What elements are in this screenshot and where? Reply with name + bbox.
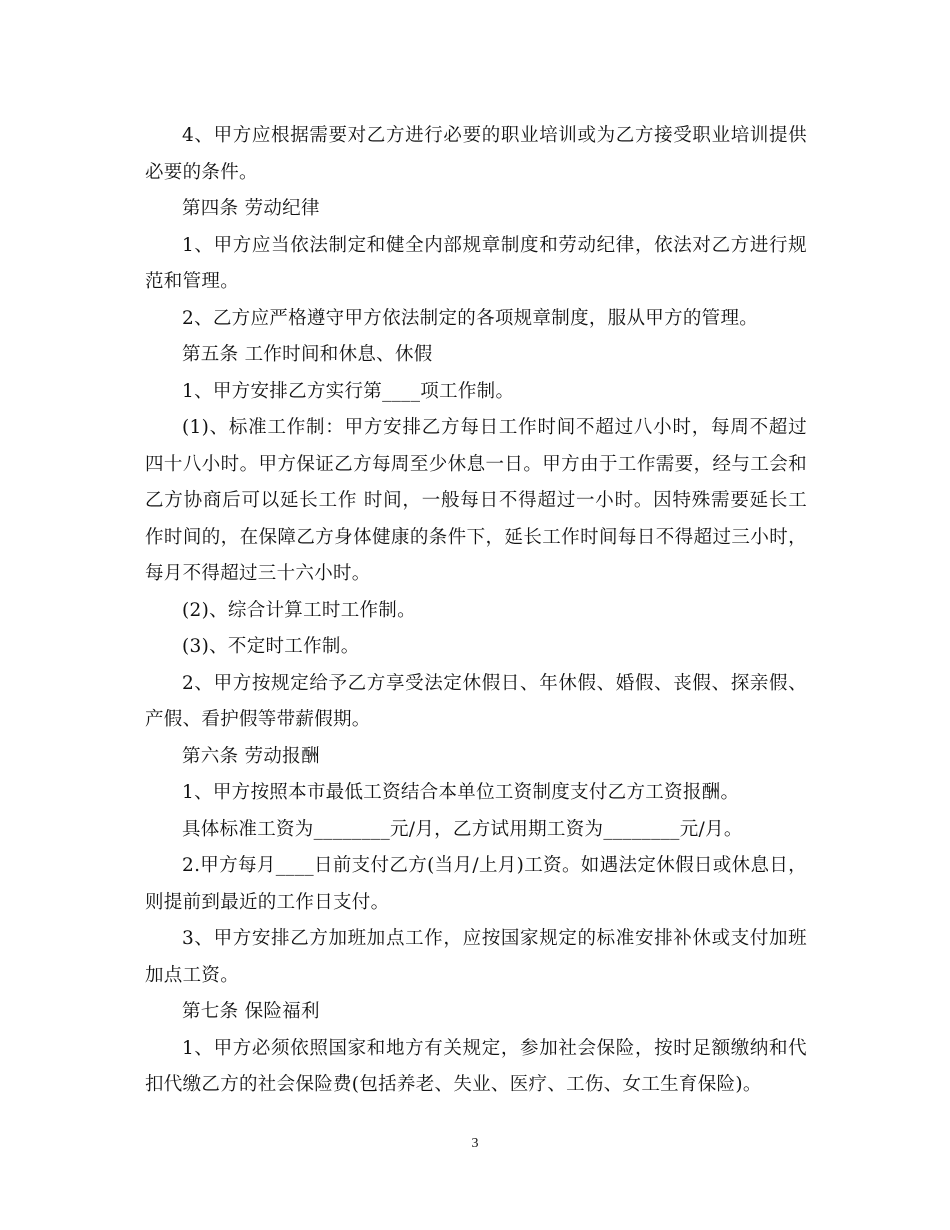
heading-article-5: 第五条 工作时间和休息、休假 [182,344,433,365]
heading-article-6: 第六条 劳动报酬 [182,745,320,767]
paragraph-pay-date: 2.甲方每月____日前支付乙方(当月/上月)工资。如遇法定休假日或休息日，则提前到最近的工作日支付。 [145,855,807,913]
paragraph-standard-wage: 具体标准工资为________元/月，乙方试用期工资为________元/月。 [182,818,743,840]
paragraph-flexible-worktime: (3)、不定时工作制。 [182,636,360,657]
page-number: 3 [471,1136,479,1151]
paragraph-discipline-1: 1、甲方应当依法制定和健全内部规章制度和劳动纪律，依法对乙方进行规范和管理。 [145,234,807,292]
paragraph-paid-leave: 2、甲方按规定给予乙方享受法定休假日、年休假、婚假、丧假、探亲假、产假、看护假等带薪假期。 [145,672,807,730]
paragraph-overtime: 3、甲方安排乙方加班加点工作，应按国家规定的标准安排补休或支付加班加点工资。 [145,928,807,986]
paragraph-clause-4-training: 4、甲方应根据需要对乙方进行必要的职业培训或为乙方接受职业培训提供必要的条件。 [145,125,807,183]
paragraph-worktime-1: 1、甲方安排乙方实行第____项工作制。 [182,380,515,402]
paragraph-social-insurance: 1、甲方必须依照国家和地方有关规定，参加社会保险，按时足额缴纳和代扣代缴乙方的社会保险费(包括养老、失业、医疗、工伤、女工生育保险)。 [145,1037,807,1095]
paragraph-discipline-2: 2、乙方应严格遵守甲方依法制定的各项规章制度，服从甲方的管理。 [182,307,759,329]
document-body [145,118,807,1104]
paragraph-remuneration-1: 1、甲方按照本市最低工资结合本单位工资制度支付乙方工资报酬。 [182,782,740,803]
paragraph-comprehensive-worktime: (2)、综合计算工时工作制。 [182,599,416,621]
heading-article-7: 第七条 保险福利 [182,1001,320,1022]
paragraph-standard-worktime: (1)、标准工作制：甲方安排乙方每日工作时间不超过八小时，每周不超过四十八小时。甲方保证乙方每周至少休息一日。甲方由于工作需要，经与工会和乙方协商后可以延长工作 时间，一般每日不得超过一小时。因特殊需要延长工作时间的，在保障乙方身体健康的条件下，延长工作时间每日不得超过三小时，每月不得超过三十六小时。 [145,417,807,584]
heading-article-4: 第四条 劳动纪律 [182,198,320,219]
